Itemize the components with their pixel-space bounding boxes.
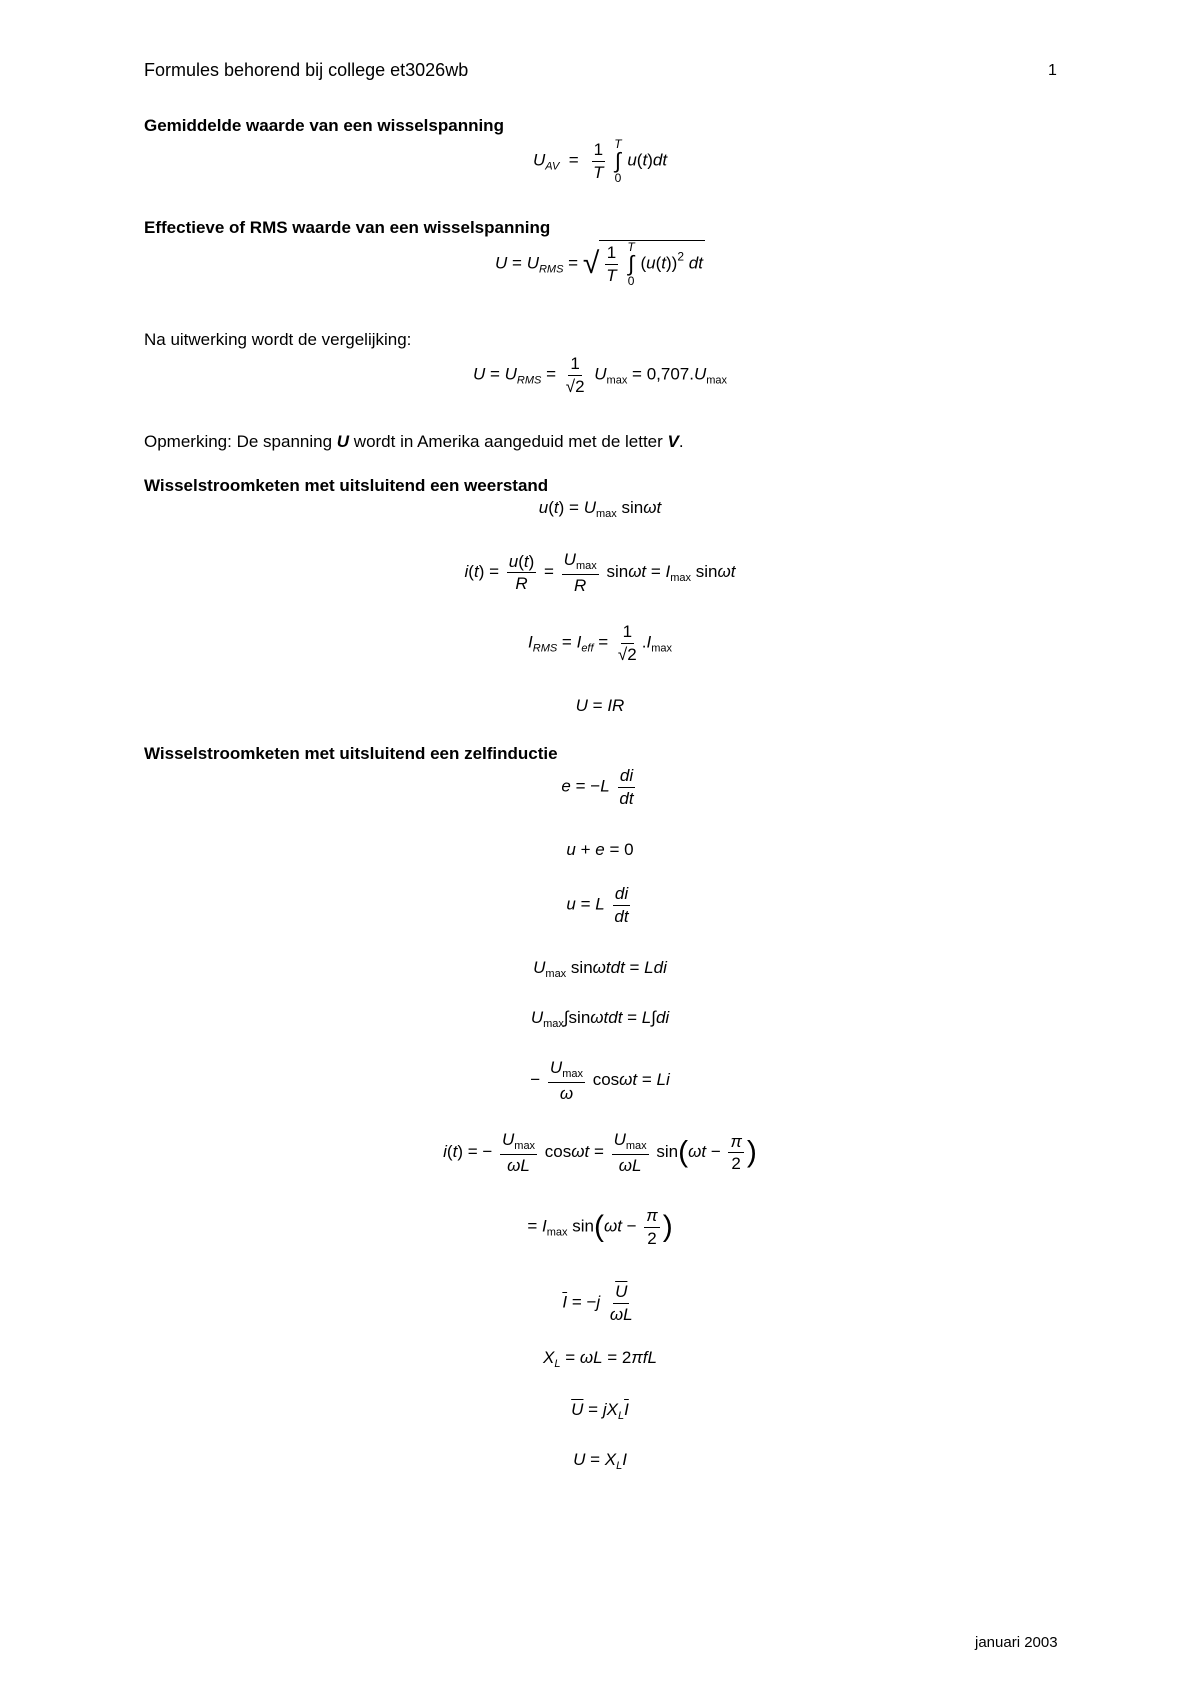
text-after-derivation: Na uitwerking wordt de vergelijking:	[144, 330, 412, 349]
equation-integral-result: − $\frac{U_{max}}{\omega}$ cosωt = Li	[530, 1058, 670, 1103]
equation-inductor-voltage: u = L $\frac{di}{dt}$	[566, 884, 629, 926]
page-number: 1	[1048, 62, 1057, 79]
equation-current-phasor: $\overline{I} = -j$ $\frac{\overline{U}}{\omega L}$	[562, 1282, 633, 1324]
heading-inductor-circuit: Wisselstroomketen met uitsluitend een zelfinductie	[144, 744, 558, 763]
remark-symbol-v: V	[667, 432, 679, 451]
equation-voltage-magnitude: $U = X_LI$	[573, 1450, 627, 1472]
remark-before: Opmerking: De spanning	[144, 432, 337, 451]
equation-current-rms: $I_{RMS} = I_{eff}$ = $\frac{1}{√2}$ $.I_{max}$	[528, 622, 672, 664]
equation-average-voltage: $U_{AV}$ = $\frac{1}{T}$ T ∫ 0 u(t)dt	[532, 137, 668, 185]
equation-rms-result: $U = U_{RMS}$ = $\frac{1}{√2}$ $U_{max} = 0,707.U_{max}$	[472, 354, 728, 396]
remark-text	[144, 432, 684, 452]
heading-resistor-circuit: Wisselstroomketen met uitsluitend een weerstand	[144, 476, 549, 495]
heading-rms-value: Effectieve of RMS waarde van een wisselspanning	[144, 218, 551, 237]
heading-average-value: Gemiddelde waarde van een wisselspanning	[144, 116, 504, 135]
equation-rms-definition: $U = U_{RMS}$ = √ $\frac{1}{T}$ T ∫ 0 $(u(t))^2$ dt	[495, 240, 703, 288]
equation-kirchhoff: u + e = 0	[566, 840, 634, 859]
remark-symbol-u: U	[336, 432, 350, 451]
equation-reactance: $X_L = \omega L = 2\pi fL$	[543, 1348, 657, 1370]
equation-induced-emf: e = −L $\frac{di}{dt}$	[561, 766, 634, 808]
equation-voltage-phasor: $\overline{U} = jX_L\overline{I}$	[571, 1400, 629, 1422]
page-header-title: Formules behorend bij college et3026wb	[144, 60, 469, 80]
remark-after: .	[678, 432, 684, 451]
remark-middle: wordt in Amerika aangeduid met de letter	[349, 432, 668, 451]
equation-voltage-sine: $u(t) = U_{max}$ sinωt	[538, 498, 662, 520]
equation-differential: $U_{max}$ sinωtdt = Ldi	[533, 958, 667, 980]
page-footer-date: januari 2003	[975, 1634, 1058, 1651]
equation-current-inductor: i(t) = − $\frac{U_{max}}{\omega L}$ cosωt = $\frac{U_{max}}{\omega L}$ sin(ωt − $\frac{\pi}{2}$ )	[443, 1130, 757, 1175]
equation-ohms-law: U = IR	[575, 696, 625, 715]
equation-integrated: $U_{max}\int\sin\omega tdt = L\int di$	[530, 1008, 670, 1030]
equation-current-phase: = $I_{max}$ sin(ωt − $\frac{\pi}{2}$ )	[527, 1206, 673, 1248]
equation-current-resistor: i(t) = $\frac{u(t)}{R}$ = $\frac{U_{max}}{R}$ $\sin\omega t = I_{max}$ sinωt	[464, 550, 736, 595]
